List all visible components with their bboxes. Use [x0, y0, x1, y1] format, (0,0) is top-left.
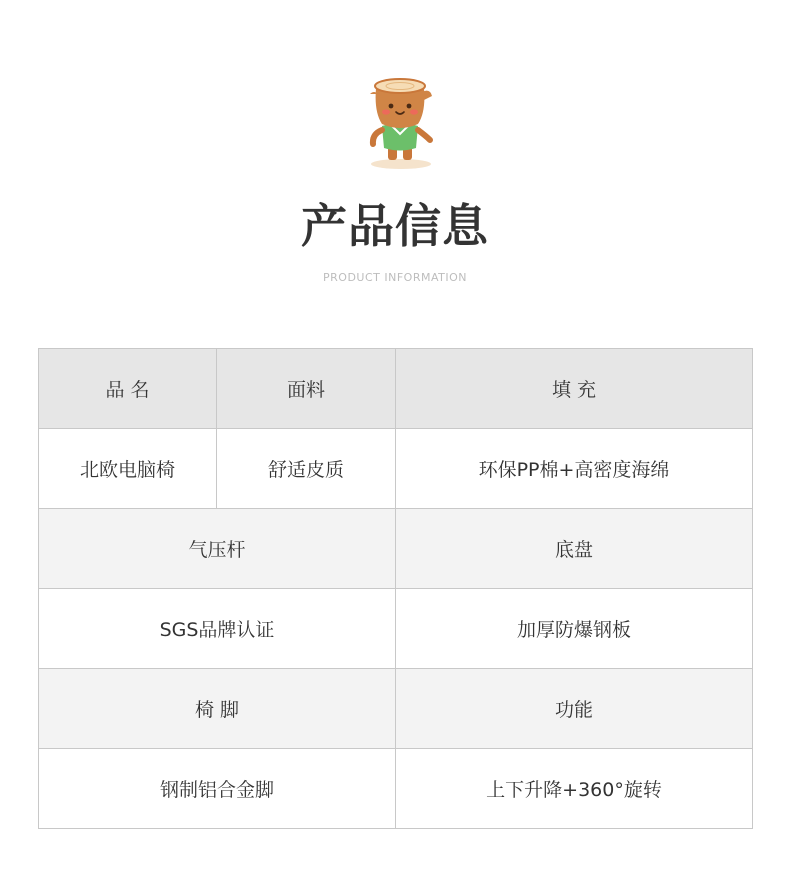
table-label-cell: 功能: [396, 669, 753, 749]
table-label-cell: 底盘: [396, 509, 753, 589]
table-cell: 北欧电脑椅: [39, 429, 217, 509]
table-cell: 钢制铝合金脚: [39, 749, 396, 829]
product-info-table: [38, 348, 753, 829]
table-header-cell: 填 充: [396, 349, 753, 429]
table-row: [39, 429, 753, 509]
table-row: [39, 669, 753, 749]
table-row: [39, 509, 753, 589]
table-row: [39, 589, 753, 669]
table-cell: 舒适皮质: [217, 429, 396, 509]
page-title: 产品信息: [301, 199, 489, 253]
page-subtitle: PRODUCT INFORMATION: [323, 271, 467, 284]
table-row: [39, 749, 753, 829]
table-row: [39, 349, 753, 429]
table-label-cell: 椅 脚: [39, 669, 396, 749]
table-header-cell: 面料: [217, 349, 396, 429]
table-cell: 环保PP棉+高密度海绵: [396, 429, 753, 509]
table-header-cell: 品 名: [39, 349, 217, 429]
table-label-cell: 气压杆: [39, 509, 396, 589]
wood-stump-mascot-icon: [360, 74, 440, 172]
table-cell: 上下升降+360°旋转: [396, 749, 753, 829]
table-cell: SGS品牌认证: [39, 589, 396, 669]
table-cell: 加厚防爆钢板: [396, 589, 753, 669]
